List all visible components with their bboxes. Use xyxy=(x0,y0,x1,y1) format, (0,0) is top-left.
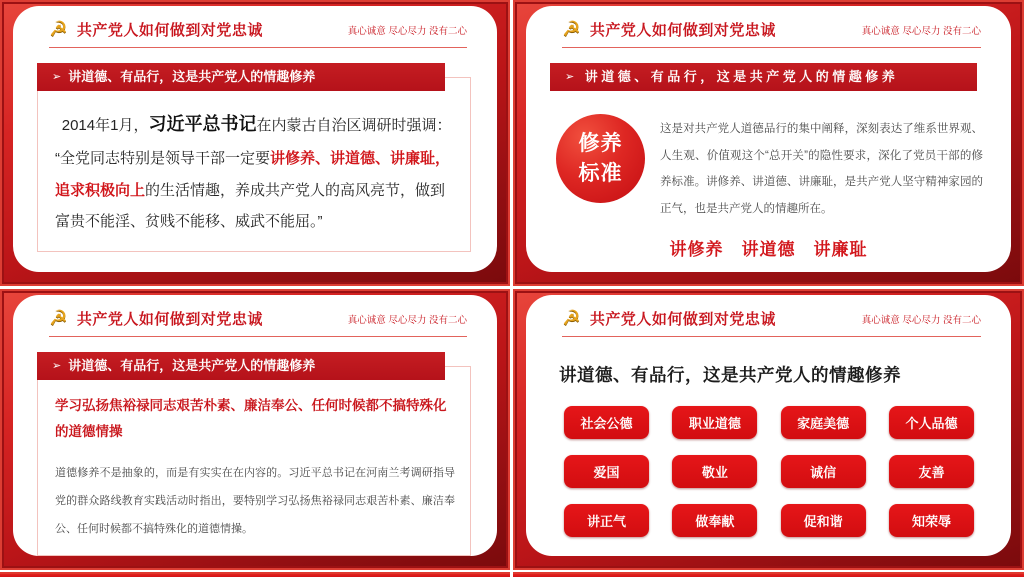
jiao-content-box xyxy=(37,366,471,556)
standard-body-text: 这是对共产党人道德品行的集中阐释，深刻表达了维系世界观、人生观、价值观这个“总开关”的隐性要求，深化了党员干部的修养标准。讲修养、讲道德、讲廉耻，是共产党人坚守精神家园的正气，也是共产党人的情趣所在。 xyxy=(660,123,983,216)
virtue-tag-integrity: 诚信 xyxy=(781,455,866,488)
slide-thumbnail-virtues[interactable] xyxy=(513,289,1024,570)
badge-line-1: 修养 xyxy=(578,131,623,155)
virtue-tag-friendliness: 友善 xyxy=(889,455,974,488)
virtue-tag-professional-ethics: 职业道德 xyxy=(672,406,757,439)
slide-header xyxy=(49,308,467,337)
slide-header-title: 共产党人如何做到对党忠诚 xyxy=(76,311,263,328)
virtue-tag-grid xyxy=(564,406,974,537)
quote-content-box xyxy=(37,77,471,252)
virtue-tag-dedication: 敬业 xyxy=(672,455,757,488)
virtue-tag-family-virtue: 家庭美德 xyxy=(781,406,866,439)
party-emblem-icon: ☭ xyxy=(49,307,68,330)
badge-line-2: 标准 xyxy=(578,161,623,185)
virtue-tag-righteousness: 讲正气 xyxy=(564,504,649,537)
next-row-slide-edge-left xyxy=(0,572,510,577)
virtue-tag-patriotism: 爱国 xyxy=(564,455,649,488)
quote-body: “全党同志特别是领导干部一定要讲修养、讲道德、讲廉耻，追求积极向上的生活情趣，养成共产党人的高风亮节，做到富贵不能淫、贫贱不能移、威武不能屈。” xyxy=(55,150,451,230)
slide-header-title: 共产党人如何做到对党忠诚 xyxy=(589,311,776,328)
leader-name: 习近平总书记 xyxy=(148,114,257,134)
virtue-tag-honor: 知荣辱 xyxy=(889,504,974,537)
slide-header-title: 共产党人如何做到对党忠诚 xyxy=(589,22,776,39)
section-banner xyxy=(550,63,977,91)
party-emblem-icon: ☭ xyxy=(49,18,68,41)
section-banner-text: 讲道德、有品行，这是共产党人的情趣修养 xyxy=(68,358,316,373)
slide-header-tagline: 真心诚意 尽心尽力 没有二心 xyxy=(347,25,467,37)
party-emblem-icon: ☭ xyxy=(562,307,581,330)
slide-header-title: 共产党人如何做到对党忠诚 xyxy=(76,22,263,39)
virtue-tag-contribution: 做奉献 xyxy=(672,504,757,537)
section-banner xyxy=(37,63,445,91)
slide-thumbnail-standard[interactable] xyxy=(513,0,1024,286)
quote-highlight: 讲修养、讲道德、讲廉耻，追求积极向上 xyxy=(55,150,451,199)
virtue-tag-social-morality: 社会公德 xyxy=(564,406,649,439)
slide-header-tagline: 真心诚意 尽心尽力 没有二心 xyxy=(861,25,981,37)
slide-header-tagline: 真心诚意 尽心尽力 没有二心 xyxy=(347,314,467,326)
slide-panel xyxy=(526,6,1011,272)
virtue-tag-personal-character: 个人品德 xyxy=(889,406,974,439)
section-banner-text: 讲道德、有品行，这是共产党人的情趣修养 xyxy=(68,69,316,84)
section-banner-text: 讲道德、有品行，这是共产党人的情趣修养 xyxy=(584,69,899,84)
banner-arrow-icon: ➢ xyxy=(52,70,62,83)
slide-header xyxy=(562,308,981,337)
slide-thumbnail-jiaoyulu[interactable] xyxy=(0,289,510,570)
virtue-tag-harmony: 促和谐 xyxy=(781,504,866,537)
slide-panel xyxy=(13,295,497,556)
virtues-title: 讲道德、有品行，这是共产党人的情趣修养 xyxy=(559,365,901,385)
next-row-slide-edge-right xyxy=(513,572,1024,577)
slogan-text: 讲修养 讲道德 讲廉耻 xyxy=(669,239,868,259)
standard-content-row xyxy=(526,91,1011,223)
slide-header xyxy=(562,19,981,48)
section-banner xyxy=(37,352,445,380)
jiao-heading: 学习弘扬焦裕禄同志艰苦朴素、廉洁奉公、任何时候都不搞特殊化的道德情操 xyxy=(55,398,447,440)
jiao-body-text: 道德修养不是抽象的，而是有实实在在内容的。习近平总书记在河南兰考调研指导党的群众路线教育实践活动时指出，要特别学习弘扬焦裕禄同志艰苦朴素、廉洁奉公、任何时候都不搞特殊化的道德情操。 xyxy=(55,466,455,535)
party-emblem-icon: ☭ xyxy=(562,18,581,41)
slide-panel xyxy=(13,6,497,272)
cultivation-standard-badge xyxy=(556,114,645,203)
banner-arrow-icon: ➢ xyxy=(565,70,578,83)
slide-header-tagline: 真心诚意 尽心尽力 没有二心 xyxy=(861,314,981,326)
slide-header xyxy=(49,19,467,48)
quote-intro: 2014年1月，习近平总书记在内蒙古自治区调研时强调： xyxy=(61,114,452,134)
slide-thumbnail-quote[interactable] xyxy=(0,0,510,286)
slide-panel xyxy=(526,295,1011,556)
banner-arrow-icon: ➢ xyxy=(52,359,62,372)
